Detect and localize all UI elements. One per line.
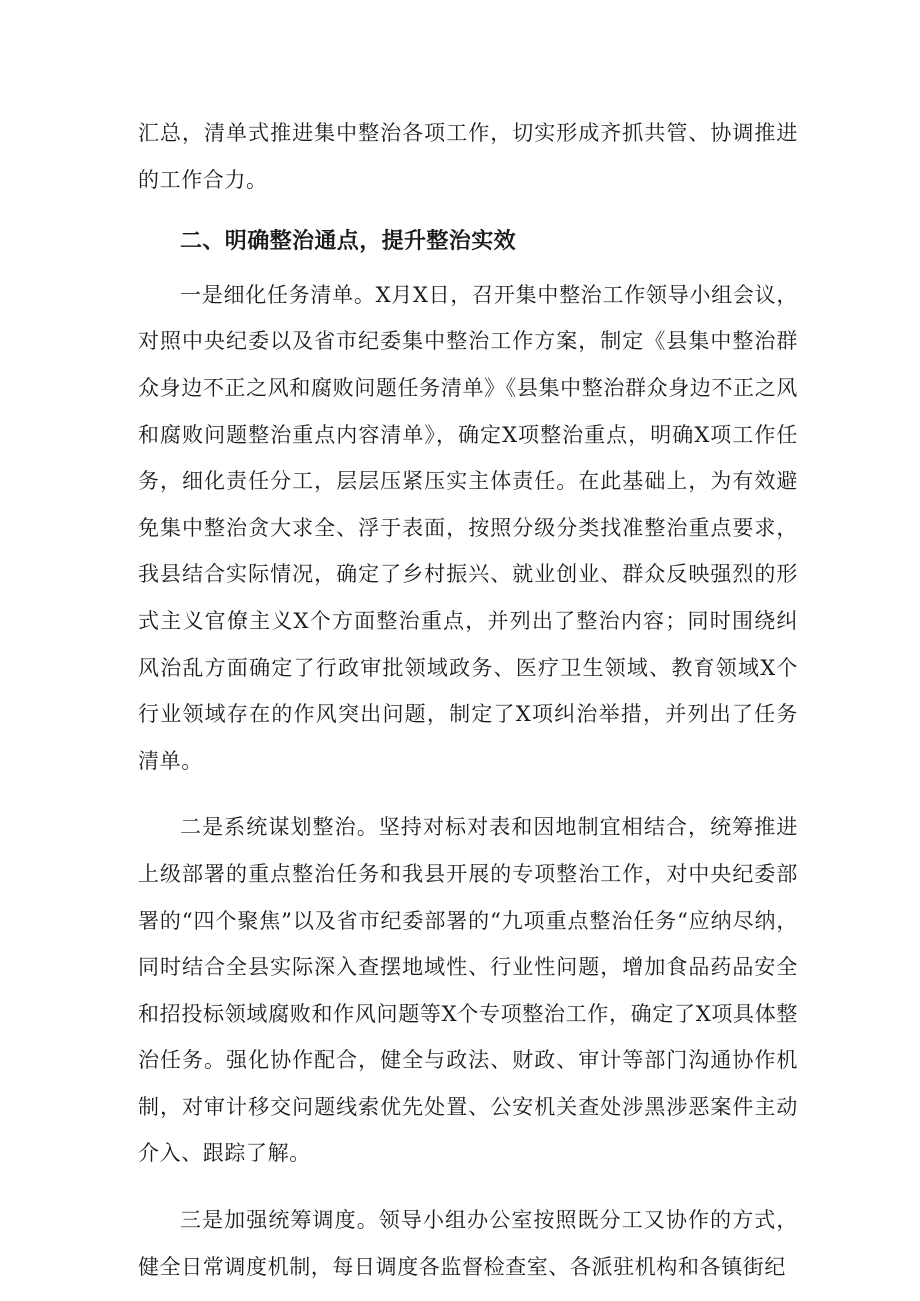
paragraph-system-planning: 二是系统谋划整治。坚持对标对表和因地制宜相结合，统筹推进上级部署的重点整治任务和我县开展的专项整治工作，对中央纪委部署的“四个聚焦”以及省市纪委部署的“九项重点整治任务“应纳尽纳，同时结合全县实际深入查摆地域性、行业性问题，增加食品药品安全和招投标领域腐败和作风问题等X个专项整治工作，确定了X项具体整治任务。强化协作配合，健全与政法、财政、审计等部门沟通协作机制，对审计移交问题线索优先处置、公安机关查处涉黑涉恶案件主动介入、跟踪了解。 [138, 815, 798, 1166]
paragraph-task-list: 一是细化任务清单。X月X日，召开集中整治工作领导小组会议，对照中央纪委以及省市纪委集中整治工作方案，制定《县集中整治群众身边不正之风和腐败问题任务清单》《县集中整治群众身边不正之风和腐败问题整治重点内容清单》，确定X项整治重点，明确X项工作任务，细化责任分工，层层压紧压实主体责任。在此基础上，为有效避免集中整治贪大求全、浮于表面，按照分级分类找准整治重点要求，我县结合实际情况，确定了乡村振兴、就业创业、群众反映强烈的形式主义官僚主义X个方面整治重点，并列出了整治内容；同时围绕纠风治乱方面确定了行政审批领域政务、医疗卫生领域、教育领域X个行业领域存在的作风突出问题，制定了X项纠治举措，并列出了任务清单。 [138, 282, 798, 773]
paragraph-coordination: 三是加强统筹调度。领导小组办公室按照既分工又协作的方式，健全日常调度机制，每日调度各监督检查室、各派驻机构和各镇街纪 [138, 1208, 798, 1279]
section-heading: 二、明确整治通点，提升整治实效 [180, 229, 517, 255]
document-body [138, 110, 798, 1290]
continuation-paragraph: 汇总，清单式推进集中整治各项工作，切实形成齐抓共管、协调推进的工作合力。 [138, 121, 798, 192]
